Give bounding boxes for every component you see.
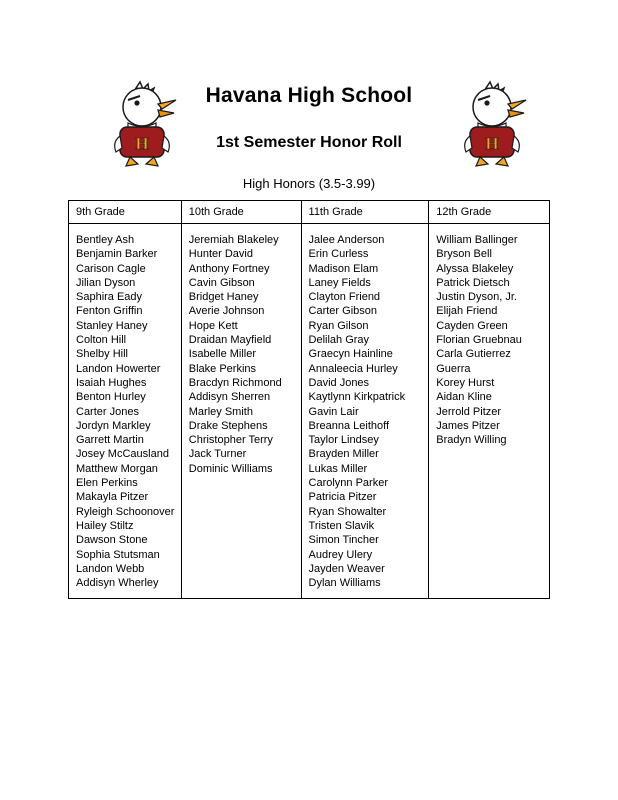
student-name: Landon Howerter: [76, 362, 161, 375]
student-name: Marley Smith: [188, 405, 253, 418]
student-name: Shelby Hill: [76, 348, 128, 361]
student-name: Aidan Kline: [436, 391, 492, 404]
student-name: Florian Gruebnau: [436, 334, 522, 347]
student-name: Benjamin Barker: [76, 248, 158, 261]
student-name: Jalee Anderson: [308, 234, 385, 246]
student-name: Dominic Williams: [188, 462, 273, 475]
student-name: Jilian Dyson: [76, 276, 136, 289]
student-name: Makayla Pitzer: [76, 491, 149, 504]
student-name: Erin Curless: [308, 248, 369, 261]
student-name: Audrey Ulery: [308, 548, 373, 561]
student-name: Hunter David: [188, 248, 253, 261]
student-name: James Pitzer: [436, 419, 500, 432]
column-header-9th: 9th Grade: [69, 201, 181, 224]
student-name: Delilah Gray: [308, 334, 370, 347]
grade-column-12th: [428, 201, 549, 598]
student-name: Patrick Dietsch: [436, 276, 510, 289]
student-name: Jayden Weaver: [308, 562, 385, 575]
student-name: Jordyn Markley: [76, 419, 151, 432]
student-name: Dylan Williams: [308, 577, 381, 590]
student-name: Elen Perkins: [76, 477, 138, 490]
svg-text:H: H: [485, 134, 499, 153]
name-list-10th: [182, 224, 301, 590]
grade-column-11th: [301, 201, 429, 598]
header-block: [0, 84, 618, 191]
student-name: Korey Hurst: [436, 376, 495, 389]
name-list-9th: [69, 224, 181, 598]
student-name: Anthony Fortney: [188, 262, 270, 275]
student-name: Isaiah Hughes: [76, 376, 147, 389]
student-name: Fenton Griffin: [76, 305, 143, 318]
grade-column-10th: [181, 201, 301, 598]
student-name: William Ballinger: [436, 234, 518, 246]
student-name: Jerrold Pitzer: [436, 405, 502, 418]
student-name: Bryson Bell: [436, 248, 492, 261]
student-name: Saphira Eady: [76, 291, 143, 304]
page-subtitle: 1st Semester Honor Roll: [216, 134, 402, 151]
student-name: Alyssa Blakeley: [436, 262, 514, 275]
student-name: Bracdyn Richmond: [188, 376, 282, 389]
student-name: Carla Gutierrez Guerra: [436, 348, 511, 375]
student-name: Carolynn Parker: [308, 477, 388, 490]
student-name: Kaytlynn Kirkpatrick: [308, 391, 406, 404]
student-name: Annaleecia Hurley: [308, 362, 398, 375]
column-header-10th: 10th Grade: [182, 201, 301, 224]
student-name: Matthew Morgan: [76, 462, 158, 475]
student-name: Draidan Mayfield: [188, 334, 272, 347]
student-name: Ryan Gilson: [308, 319, 369, 332]
student-name: Elijah Friend: [436, 305, 498, 318]
student-name: Patricia Pitzer: [308, 491, 377, 504]
student-name: Landon Webb: [76, 562, 145, 575]
student-name: Addisyn Sherren: [188, 391, 271, 404]
student-name: Simon Tincher: [308, 534, 379, 547]
student-name: Cavin Gibson: [188, 276, 255, 289]
grade-column-9th: [69, 201, 181, 598]
column-header-11th: 11th Grade: [302, 201, 429, 224]
section-label: High Honors (3.5-3.99): [242, 176, 376, 191]
student-name: Brayden Miller: [308, 448, 379, 461]
student-name: Laney Fields: [308, 276, 371, 289]
student-name: Hope Kett: [188, 319, 238, 332]
student-name: Josey McCausland: [76, 448, 169, 461]
student-name: Isabelle Miller: [188, 348, 257, 361]
student-name: Madison Elam: [308, 262, 379, 275]
honor-roll-table: [68, 200, 550, 599]
student-name: Blake Perkins: [188, 362, 257, 375]
student-name: David Jones: [308, 376, 370, 389]
student-name: Graecyn Hainline: [308, 348, 393, 361]
student-name: Ryan Showalter: [308, 505, 387, 518]
student-name: Bradyn Willing: [436, 434, 507, 447]
student-name: Gavin Lair: [308, 405, 359, 418]
student-name: Hailey Stiltz: [76, 519, 134, 532]
student-name: Jack Turner: [188, 448, 247, 461]
student-name: Addisyn Wherley: [76, 577, 159, 590]
student-name: Cayden Green: [436, 319, 508, 332]
student-name: Dawson Stone: [76, 534, 148, 547]
student-name: Sophia Stutsman: [76, 548, 160, 561]
student-name: Stanley Haney: [76, 319, 148, 332]
name-list-11th: [302, 224, 429, 598]
student-name: Bridget Haney: [188, 291, 259, 304]
student-name: Lukas Miller: [308, 462, 368, 475]
student-name: Justin Dyson, Jr.: [436, 291, 517, 304]
student-name: Tristen Slavik: [308, 519, 375, 532]
student-name: Clayton Friend: [308, 291, 381, 304]
student-name: Benton Hurley: [76, 391, 146, 404]
student-name: Jeremiah Blakeley: [188, 234, 279, 246]
student-name: Carison Cagle: [76, 262, 146, 275]
column-header-12th: 12th Grade: [429, 201, 549, 224]
student-name: Carter Gibson: [308, 305, 377, 318]
student-name: Christopher Terry: [188, 434, 273, 447]
student-name: Ryleigh Schoonover: [76, 505, 175, 518]
student-name: Garrett Martin: [76, 434, 144, 447]
student-name: Carter Jones: [76, 405, 139, 418]
student-name: Bentley Ash: [76, 234, 135, 246]
name-list-12th: [429, 224, 549, 590]
student-name: Drake Stephens: [188, 419, 268, 432]
student-name: Breanna Leithoff: [308, 419, 390, 432]
student-name: Colton Hill: [76, 334, 127, 347]
svg-text:H: H: [135, 134, 149, 153]
student-name: Averie Johnson: [188, 305, 265, 318]
page-title: Havana High School: [205, 84, 413, 107]
student-name: Taylor Lindsey: [308, 434, 379, 447]
